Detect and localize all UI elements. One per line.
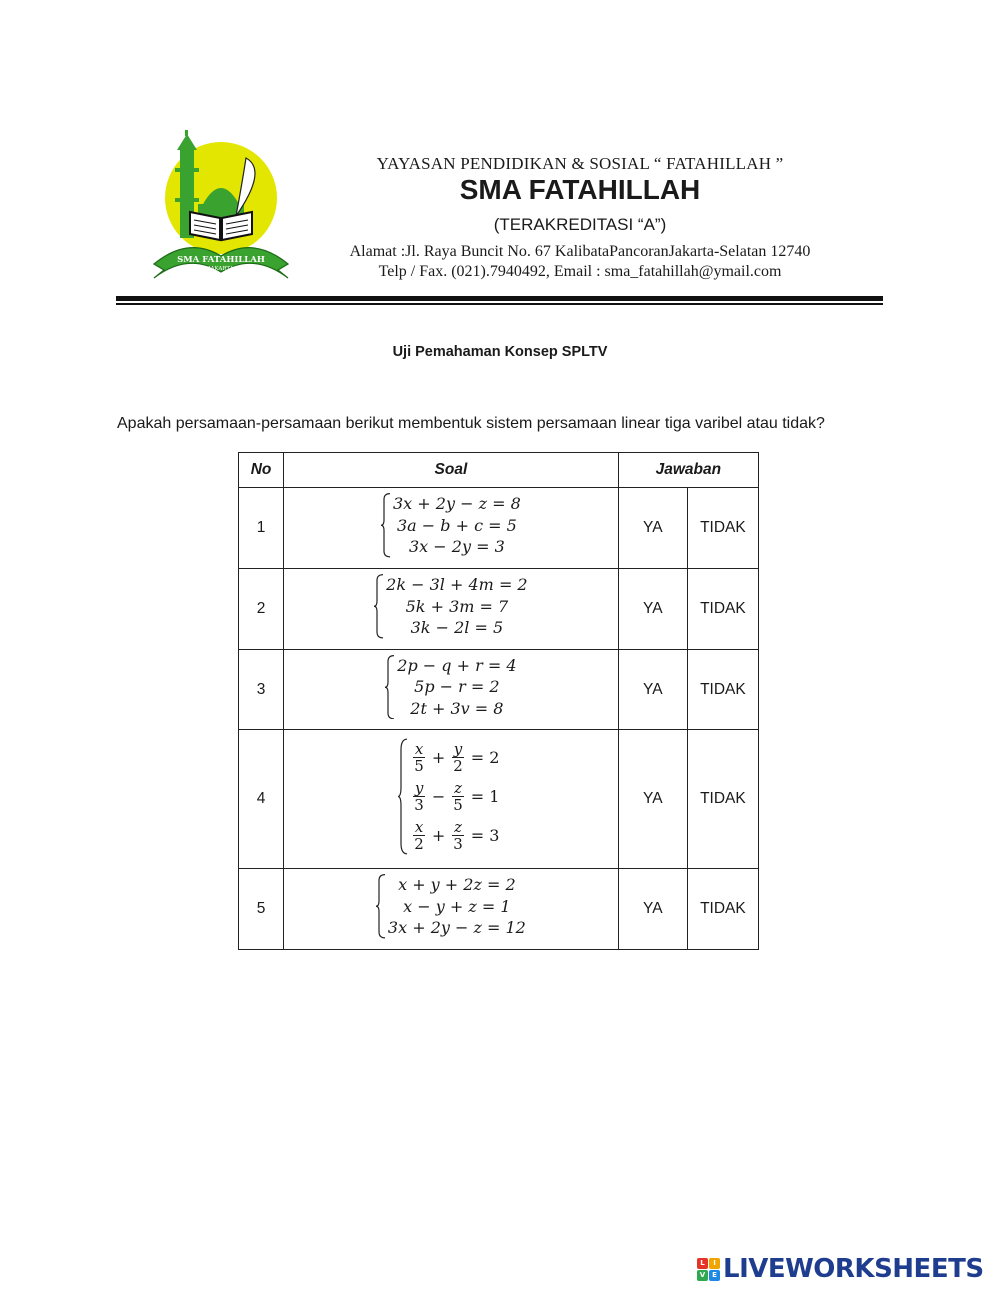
equation-system (284, 869, 619, 950)
foundation-name: YAYASAN PENDIDIKAN & SOSIAL “ FATAHILLAH ” (376, 154, 784, 173)
equation: 5k + 3m = 7 (405, 596, 509, 616)
question-table (238, 452, 759, 950)
brace-icon (374, 574, 384, 639)
table-header-row (239, 453, 759, 488)
equation: 3x − 2y = 3 (409, 537, 505, 557)
liveworksheets-brand[interactable] (697, 1254, 984, 1284)
answer-ya[interactable]: YA (618, 730, 687, 869)
header-soal: Soal (284, 453, 619, 488)
answer-tidak[interactable]: TIDAK (687, 869, 758, 950)
equation: $\frac{x}{5}$ + $\frac{y}{2}$ = 2 (414, 740, 500, 775)
answer-tidak[interactable]: TIDAK (687, 650, 758, 730)
equation: 2p − q + r = 4 (397, 655, 517, 675)
brace-icon (376, 874, 386, 939)
equation-system (284, 488, 619, 569)
equation: 2t + 3v = 8 (410, 698, 504, 718)
equation: $\frac{x}{2}$ + $\frac{z}{3}$ = 3 (414, 818, 500, 853)
header-no: No (239, 453, 284, 488)
answer-ya[interactable]: YA (618, 569, 687, 650)
svg-text:SMA FATAHILLAH: SMA FATAHILLAH (177, 255, 265, 265)
row-number: 3 (239, 650, 284, 730)
equation-system (284, 650, 619, 730)
table-row (239, 488, 759, 569)
row-number: 2 (239, 569, 284, 650)
school-logo (150, 128, 292, 284)
equation: 2k − 3l + 4m = 2 (386, 575, 528, 595)
table-row (239, 730, 759, 869)
letterhead-rule-thin (116, 303, 883, 305)
liveworksheets-logo-icon: L I V E (697, 1258, 720, 1281)
school-name: SMA FATAHILLAH (459, 174, 701, 205)
equation: $\frac{y}{3}$ − $\frac{z}{5}$ = 1 (414, 779, 500, 814)
equation: 3k − 2l = 5 (410, 618, 504, 638)
answer-ya[interactable]: YA (618, 488, 687, 569)
row-number: 1 (239, 488, 284, 569)
equation-system (284, 730, 619, 869)
equation-system (284, 569, 619, 650)
table-row (239, 569, 759, 650)
equation: x + y + 2z = 2 (398, 875, 516, 895)
equation: 3x + 2y − z = 12 (387, 918, 526, 938)
equation: 5p − r = 2 (414, 677, 500, 697)
school-contact: Telp / Fax. (021).7940492, Email : sma_fatahillah@ymail.com (378, 263, 782, 280)
answer-ya[interactable]: YA (618, 869, 687, 950)
answer-tidak[interactable]: TIDAK (687, 488, 758, 569)
brace-icon (381, 493, 391, 558)
brace-icon (385, 655, 395, 720)
accreditation: (TERAKREDITASI “A”) (493, 215, 667, 234)
brace-icon (398, 738, 408, 855)
svg-text:JAKARTA: JAKARTA (208, 266, 234, 272)
table-row (239, 650, 759, 730)
answer-tidak[interactable]: TIDAK (687, 730, 758, 869)
equation: 3x + 2y − z = 8 (393, 494, 521, 514)
equation: 3a − b + c = 5 (396, 515, 517, 535)
table-row (239, 869, 759, 950)
row-number: 4 (239, 730, 284, 869)
answer-ya[interactable]: YA (618, 650, 687, 730)
school-address: Alamat :Jl. Raya Buncit No. 67 KalibataPancoranJakarta-Selatan 12740 (349, 243, 811, 260)
header-jawaban: Jawaban (618, 453, 758, 488)
answer-tidak[interactable]: TIDAK (687, 569, 758, 650)
worksheet-title: Uji Pemahaman Konsep SPLTV (392, 344, 608, 360)
liveworksheets-wordmark: LIVEWORKSHEETS (723, 1254, 984, 1284)
letterhead-rule (116, 296, 883, 301)
row-number: 5 (239, 869, 284, 950)
instruction-text: Apakah persamaan-persamaan berikut membentuk sistem persamaan linear tiga varibel atau tidak? (117, 415, 825, 432)
equation: x − y + z = 1 (403, 896, 511, 916)
